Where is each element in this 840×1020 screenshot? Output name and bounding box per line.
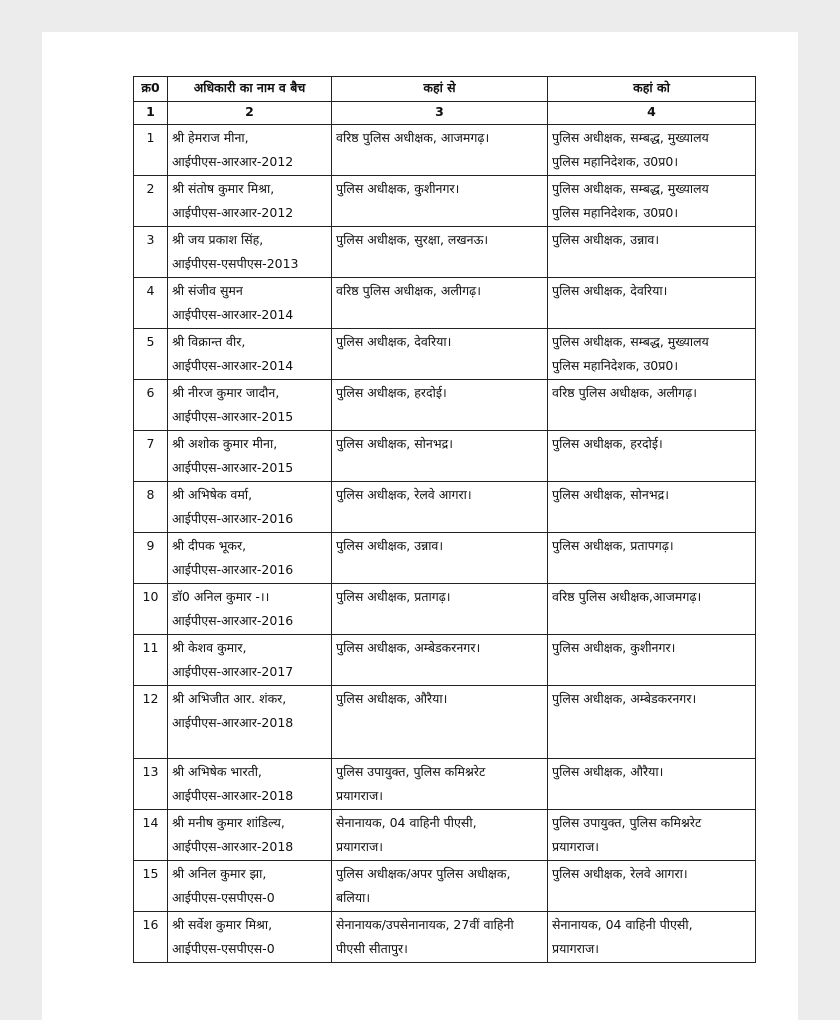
column-number: 3 — [332, 102, 548, 125]
officer-name: श्री अनिल कुमार झा, — [172, 866, 267, 881]
officer-name: श्री दीपक भूकर, — [172, 538, 247, 553]
column-number: 2 — [168, 102, 332, 125]
to-post — [548, 584, 756, 635]
serial-number: 4 — [134, 278, 168, 329]
officer-batch: आईपीएस-एसपीएस-2013 — [172, 256, 299, 271]
to-post-line: पुलिस महानिदेशक, उ0प्र0। — [552, 205, 679, 220]
to-post — [548, 380, 756, 431]
officer-batch: आईपीएस-आरआर-2016 — [172, 511, 294, 526]
header-row — [134, 77, 756, 102]
to-post — [548, 431, 756, 482]
serial-number: 14 — [134, 810, 168, 861]
from-post — [332, 227, 548, 278]
serial-number: 11 — [134, 635, 168, 686]
table-row — [134, 176, 756, 227]
to-post — [548, 176, 756, 227]
header-from: कहां से — [332, 77, 548, 102]
to-post-line: सेनानायक, 04 वाहिनी पीएसी, — [552, 917, 693, 932]
officer-batch: आईपीएस-आरआर-2018 — [172, 715, 294, 730]
officer-batch: आईपीएस-आरआर-2012 — [172, 205, 294, 220]
from-post — [332, 759, 548, 810]
officer-cell — [168, 431, 332, 482]
serial-number: 9 — [134, 533, 168, 584]
from-post — [332, 125, 548, 176]
table-row — [134, 912, 756, 963]
table-body — [134, 125, 756, 963]
to-post-line: पुलिस अधीक्षक, अम्बेडकरनगर। — [552, 691, 697, 706]
officer-name: श्री अशोक कुमार मीना, — [172, 436, 278, 451]
to-post — [548, 635, 756, 686]
to-post — [548, 329, 756, 380]
to-post-line: पुलिस अधीक्षक, सम्बद्ध, मुख्यालय — [552, 181, 709, 196]
officer-name: डॉ0 अनिल कुमार -।। — [172, 589, 270, 604]
serial-number: 16 — [134, 912, 168, 963]
officer-batch: आईपीएस-आरआर-2014 — [172, 307, 294, 322]
table-row — [134, 227, 756, 278]
to-post-line: पुलिस अधीक्षक, सम्बद्ध, मुख्यालय — [552, 130, 709, 145]
from-post-line: पुलिस अधीक्षक/अपर पुलिस अधीक्षक, — [336, 866, 511, 881]
from-post-line: पुलिस अधीक्षक, सोनभद्र। — [336, 436, 454, 451]
officer-cell — [168, 329, 332, 380]
to-post-line: पुलिस महानिदेशक, उ0प्र0। — [552, 358, 679, 373]
table-row — [134, 482, 756, 533]
serial-number: 5 — [134, 329, 168, 380]
to-post-line: वरिष्ठ पुलिस अधीक्षक, अलीगढ़। — [552, 385, 697, 400]
officer-batch: आईपीएस-आरआर-2015 — [172, 460, 294, 475]
table-row — [134, 431, 756, 482]
from-post — [332, 278, 548, 329]
to-post — [548, 533, 756, 584]
from-post-line: प्रयागराज। — [336, 839, 384, 854]
to-post-line: पुलिस अधीक्षक, रेलवे आगरा। — [552, 866, 688, 881]
to-post — [548, 759, 756, 810]
table-row — [134, 686, 756, 759]
officer-name: श्री संतोष कुमार मिश्रा, — [172, 181, 275, 196]
document-page — [42, 32, 798, 1020]
from-post — [332, 810, 548, 861]
officer-name: श्री अभिजीत आर. शंकर, — [172, 691, 287, 706]
from-post-line: बलिया। — [336, 890, 371, 905]
from-post-line: पुलिस अधीक्षक, औरैया। — [336, 691, 448, 706]
table-row — [134, 533, 756, 584]
officer-name: श्री हेमराज मीना, — [172, 130, 249, 145]
officer-cell — [168, 380, 332, 431]
from-post-line: वरिष्ठ पुलिस अधीक्षक, अलीगढ़। — [336, 283, 481, 298]
from-post — [332, 329, 548, 380]
to-post-line: पुलिस अधीक्षक, सम्बद्ध, मुख्यालय — [552, 334, 709, 349]
from-post — [332, 431, 548, 482]
officer-cell — [168, 278, 332, 329]
serial-number: 15 — [134, 861, 168, 912]
to-post — [548, 686, 756, 759]
officer-cell — [168, 912, 332, 963]
to-post — [548, 125, 756, 176]
officer-name: श्री मनीष कुमार शांडिल्य, — [172, 815, 285, 830]
from-post-line: पुलिस अधीक्षक, सुरक्षा, लखनऊ। — [336, 232, 489, 247]
officer-cell — [168, 759, 332, 810]
serial-number: 10 — [134, 584, 168, 635]
serial-number: 7 — [134, 431, 168, 482]
to-post-line: पुलिस अधीक्षक, सोनभद्र। — [552, 487, 670, 502]
table-row — [134, 759, 756, 810]
from-post-line: प्रयागराज। — [336, 788, 384, 803]
officer-batch: आईपीएस-आरआर-2012 — [172, 154, 294, 169]
to-post — [548, 278, 756, 329]
officer-batch: आईपीएस-आरआर-2015 — [172, 409, 294, 424]
table-row — [134, 380, 756, 431]
from-post — [332, 635, 548, 686]
table-row — [134, 125, 756, 176]
officer-name: श्री अभिषेक भारती, — [172, 764, 262, 779]
header-to: कहां को — [548, 77, 756, 102]
table-row — [134, 635, 756, 686]
to-post — [548, 482, 756, 533]
officer-cell — [168, 482, 332, 533]
officer-name: श्री नीरज कुमार जादौन, — [172, 385, 280, 400]
table-row — [134, 584, 756, 635]
to-post-line: पुलिस अधीक्षक, उन्नाव। — [552, 232, 660, 247]
officer-cell — [168, 584, 332, 635]
to-post-line: पुलिस महानिदेशक, उ0प्र0। — [552, 154, 679, 169]
officer-cell — [168, 533, 332, 584]
to-post-line: पुलिस अधीक्षक, कुशीनगर। — [552, 640, 676, 655]
officer-name: श्री केशव कुमार, — [172, 640, 247, 655]
column-number: 1 — [134, 102, 168, 125]
column-number: 4 — [548, 102, 756, 125]
officer-cell — [168, 861, 332, 912]
to-post-line: पुलिस अधीक्षक, हरदोई। — [552, 436, 663, 451]
from-post-line: वरिष्ठ पुलिस अधीक्षक, आजमगढ़। — [336, 130, 490, 145]
from-post-line: पुलिस अधीक्षक, देवरिया। — [336, 334, 452, 349]
officer-cell — [168, 176, 332, 227]
from-post-line: पुलिस उपायुक्त, पुलिस कमिश्नरेट — [336, 764, 486, 779]
from-post — [332, 861, 548, 912]
officer-name: श्री विक्रान्त वीर, — [172, 334, 246, 349]
from-post-line: पुलिस अधीक्षक, कुशीनगर। — [336, 181, 460, 196]
from-post — [332, 482, 548, 533]
column-number-row — [134, 102, 756, 125]
from-post-line: पुलिस अधीक्षक, रेलवे आगरा। — [336, 487, 472, 502]
serial-number: 13 — [134, 759, 168, 810]
officer-cell — [168, 227, 332, 278]
to-post — [548, 912, 756, 963]
from-post-line: सेनानायक, 04 वाहिनी पीएसी, — [336, 815, 477, 830]
from-post-line: पुलिस अधीक्षक, हरदोई। — [336, 385, 447, 400]
officer-batch: आईपीएस-आरआर-2014 — [172, 358, 294, 373]
table-row — [134, 329, 756, 380]
from-post — [332, 584, 548, 635]
to-post-line: वरिष्ठ पुलिस अधीक्षक,आजमगढ़। — [552, 589, 702, 604]
from-post-line: पीएसी सीतापुर। — [336, 941, 408, 956]
serial-number: 6 — [134, 380, 168, 431]
serial-number: 12 — [134, 686, 168, 759]
officer-cell — [168, 125, 332, 176]
to-post — [548, 861, 756, 912]
to-post-line: पुलिस अधीक्षक, प्रतापगढ़। — [552, 538, 674, 553]
officer-cell — [168, 686, 332, 759]
header-officer-name-batch: अधिकारी का नाम व बैच — [168, 77, 332, 102]
officer-cell — [168, 635, 332, 686]
from-post-line: सेनानायक/उपसेनानायक, 27वीं वाहिनी — [336, 917, 514, 932]
from-post — [332, 912, 548, 963]
table-row — [134, 861, 756, 912]
officer-name: श्री संजीव सुमन — [172, 283, 243, 298]
from-post — [332, 380, 548, 431]
from-post-line: पुलिस अधीक्षक, प्रतागढ़। — [336, 589, 451, 604]
officer-batch: आईपीएस-आरआर-2016 — [172, 562, 294, 577]
header-serial: क्र0 — [134, 77, 168, 102]
table-row — [134, 278, 756, 329]
table-row — [134, 810, 756, 861]
to-post-line: पुलिस अधीक्षक, औरैया। — [552, 764, 664, 779]
to-post-line: प्रयागराज। — [552, 839, 600, 854]
to-post — [548, 810, 756, 861]
from-post-line: पुलिस अधीक्षक, अम्बेडकरनगर। — [336, 640, 481, 655]
from-post — [332, 686, 548, 759]
to-post — [548, 227, 756, 278]
from-post-line: पुलिस अधीक्षक, उन्नाव। — [336, 538, 444, 553]
serial-number: 2 — [134, 176, 168, 227]
serial-number: 3 — [134, 227, 168, 278]
officer-name: श्री सर्वेश कुमार मिश्रा, — [172, 917, 273, 932]
serial-number: 8 — [134, 482, 168, 533]
to-post-line: प्रयागराज। — [552, 941, 600, 956]
officer-batch: आईपीएस-आरआर-2018 — [172, 839, 294, 854]
transfer-table — [133, 76, 756, 963]
officer-batch: आईपीएस-एसपीएस-0 — [172, 890, 275, 905]
from-post — [332, 533, 548, 584]
to-post-line: पुलिस उपायुक्त, पुलिस कमिश्नरेट — [552, 815, 702, 830]
officer-batch: आईपीएस-एसपीएस-0 — [172, 941, 275, 956]
from-post — [332, 176, 548, 227]
officer-batch: आईपीएस-आरआर-2018 — [172, 788, 294, 803]
officer-name: श्री अभिषेक वर्मा, — [172, 487, 253, 502]
officer-batch: आईपीएस-आरआर-2017 — [172, 664, 294, 679]
to-post-line: पुलिस अधीक्षक, देवरिया। — [552, 283, 668, 298]
officer-name: श्री जय प्रकाश सिंह, — [172, 232, 264, 247]
serial-number: 1 — [134, 125, 168, 176]
officer-cell — [168, 810, 332, 861]
officer-batch: आईपीएस-आरआर-2016 — [172, 613, 294, 628]
